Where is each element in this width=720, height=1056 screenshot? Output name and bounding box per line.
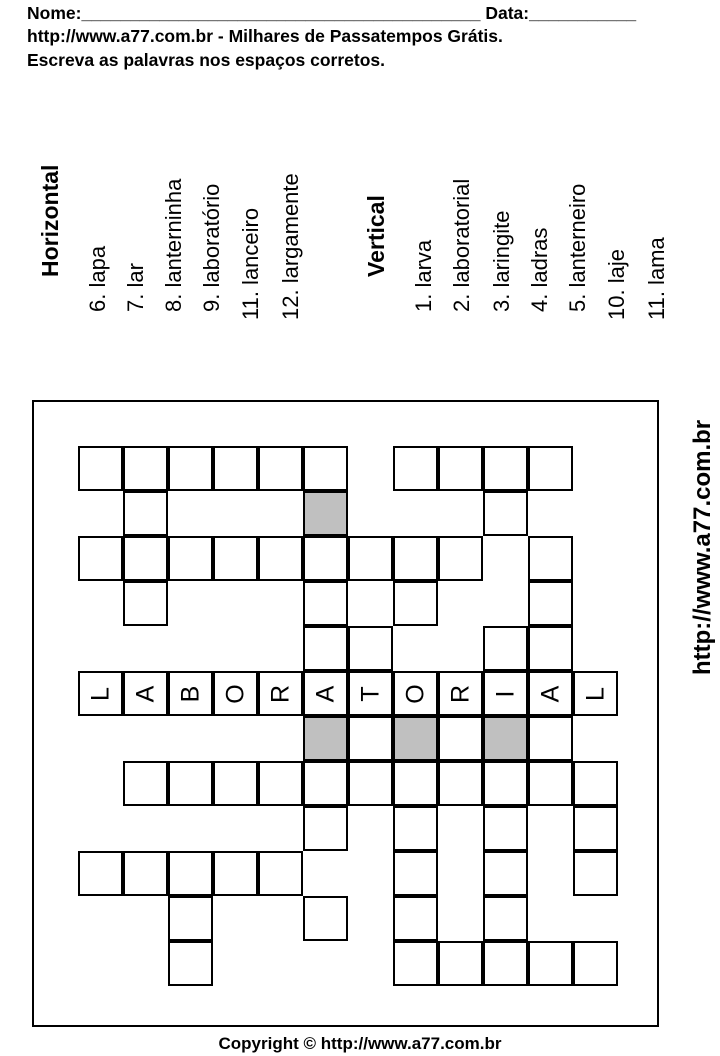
grid-cell[interactable] [123,491,168,536]
grid-cell[interactable] [348,716,393,761]
grid-cell[interactable] [303,626,348,671]
vertical-clue: 5. lanterneiro [565,183,590,312]
grid-cell[interactable] [438,446,483,491]
grid-cell[interactable] [348,671,393,716]
grid-cell[interactable] [438,761,483,806]
cell-letter: L [86,686,114,701]
grid-cell[interactable] [483,446,528,491]
grid-cell[interactable] [168,941,213,986]
grid-cell[interactable] [483,941,528,986]
grid-cell[interactable] [393,536,438,581]
grid-cell[interactable] [123,536,168,581]
grid-cell[interactable] [528,941,573,986]
grid-cell[interactable] [483,806,528,851]
grid-cell[interactable] [123,581,168,626]
cell-letter: T [356,685,384,702]
grid-cell[interactable] [483,851,528,896]
grid-cell[interactable] [528,536,573,581]
grid-cell[interactable] [528,626,573,671]
grid-cell[interactable] [483,626,528,671]
vertical-clue: 11. lama [644,237,669,320]
grid-cell[interactable] [438,716,483,761]
grid-cell[interactable] [303,671,348,716]
grid-cell[interactable] [168,896,213,941]
shaded-cell [393,716,438,761]
cell-letter: O [401,683,429,704]
horizontal-clue: 12. largamente [278,173,303,320]
grid-cell[interactable] [213,671,258,716]
grid-cell[interactable] [213,761,258,806]
shaded-cell [303,716,348,761]
grid-cell[interactable] [213,536,258,581]
grid-cell[interactable] [258,446,303,491]
grid-cell[interactable] [573,806,618,851]
grid-cell[interactable] [483,761,528,806]
vertical-title: Vertical [363,195,389,277]
grid-cell[interactable] [393,671,438,716]
shaded-cell [483,716,528,761]
grid-cell[interactable] [393,806,438,851]
grid-cell[interactable] [303,761,348,806]
horizontal-clue: 9. laboratório [199,183,224,312]
grid-cell[interactable] [123,446,168,491]
grid-cell[interactable] [348,761,393,806]
grid-cell[interactable] [258,761,303,806]
vertical-clue: 4. ladras [527,227,552,312]
vertical-clue: 2. laboratorial [449,178,474,312]
cell-letter: L [581,686,609,701]
horizontal-clue: 6. lapa [85,245,110,312]
grid-cell[interactable] [528,761,573,806]
grid-cell[interactable] [528,671,573,716]
grid-cell[interactable] [303,806,348,851]
grid-cell[interactable] [393,581,438,626]
name-date-line: Nome:_________________________________________ Data:___________ [27,3,637,23]
grid-cell[interactable] [168,446,213,491]
vertical-clue: 10. laje [604,249,629,320]
grid-cell[interactable] [78,851,123,896]
grid-cell[interactable] [258,671,303,716]
cell-letter: B [176,685,204,702]
horizontal-clue: 8. lanterninha [161,178,186,312]
grid-cell[interactable] [168,536,213,581]
grid-cell[interactable] [573,851,618,896]
cell-letter: R [266,684,294,703]
site-line: http://www.a77.com.br - Milhares de Passatempos Grátis. [27,26,503,46]
grid-cell[interactable] [483,491,528,536]
grid-cell[interactable] [258,536,303,581]
grid-cell[interactable] [393,851,438,896]
grid-cell[interactable] [438,941,483,986]
grid-cell[interactable] [393,941,438,986]
grid-cell[interactable] [483,896,528,941]
grid-cell[interactable] [528,446,573,491]
grid-cell[interactable] [348,626,393,671]
grid-cell[interactable] [303,536,348,581]
grid-cell[interactable] [528,581,573,626]
grid-cell[interactable] [393,446,438,491]
grid-cell[interactable] [573,671,618,716]
cell-letter: A [131,685,159,702]
grid-cell[interactable] [78,446,123,491]
grid-cell[interactable] [303,896,348,941]
grid-cell[interactable] [213,851,258,896]
grid-cell[interactable] [483,671,528,716]
cell-letter: O [221,683,249,704]
vertical-clue: 3. laringite [489,210,514,312]
grid-cell[interactable] [573,941,618,986]
grid-cell[interactable] [168,671,213,716]
grid-cell[interactable] [123,851,168,896]
grid-cell[interactable] [78,536,123,581]
shaded-cell [303,491,348,536]
horizontal-clue: 11. lanceiro [238,207,263,320]
grid-cell[interactable] [168,761,213,806]
cell-letter: A [536,685,564,702]
grid-cell[interactable] [168,851,213,896]
horizontal-title: Horizontal [37,164,63,277]
grid-cell[interactable] [528,716,573,761]
grid-cell[interactable] [438,671,483,716]
grid-cell[interactable] [123,761,168,806]
vertical-clue: 1. larva [411,239,436,312]
grid-cell[interactable] [303,446,348,491]
grid-cell[interactable] [303,581,348,626]
grid-cell[interactable] [393,761,438,806]
horizontal-clue: 7. lar [123,263,148,312]
cell-letter: I [491,690,519,697]
cell-letter: R [446,684,474,703]
grid-cell[interactable] [123,671,168,716]
grid-cell[interactable] [78,671,123,716]
grid-cell[interactable] [348,536,393,581]
cell-letter: A [311,685,339,702]
crossword-frame [32,400,659,1027]
grid-cell[interactable] [393,896,438,941]
grid-cell[interactable] [573,761,618,806]
grid-cell[interactable] [213,446,258,491]
instructions: Escreva as palavras nos espaços corretos. [27,50,385,70]
grid-cell[interactable] [258,851,303,896]
side-url: http://www.a77.com.br [689,419,716,675]
copyright: Copyright © http://www.a77.com.br [218,1034,502,1053]
grid-cell[interactable] [438,536,483,581]
